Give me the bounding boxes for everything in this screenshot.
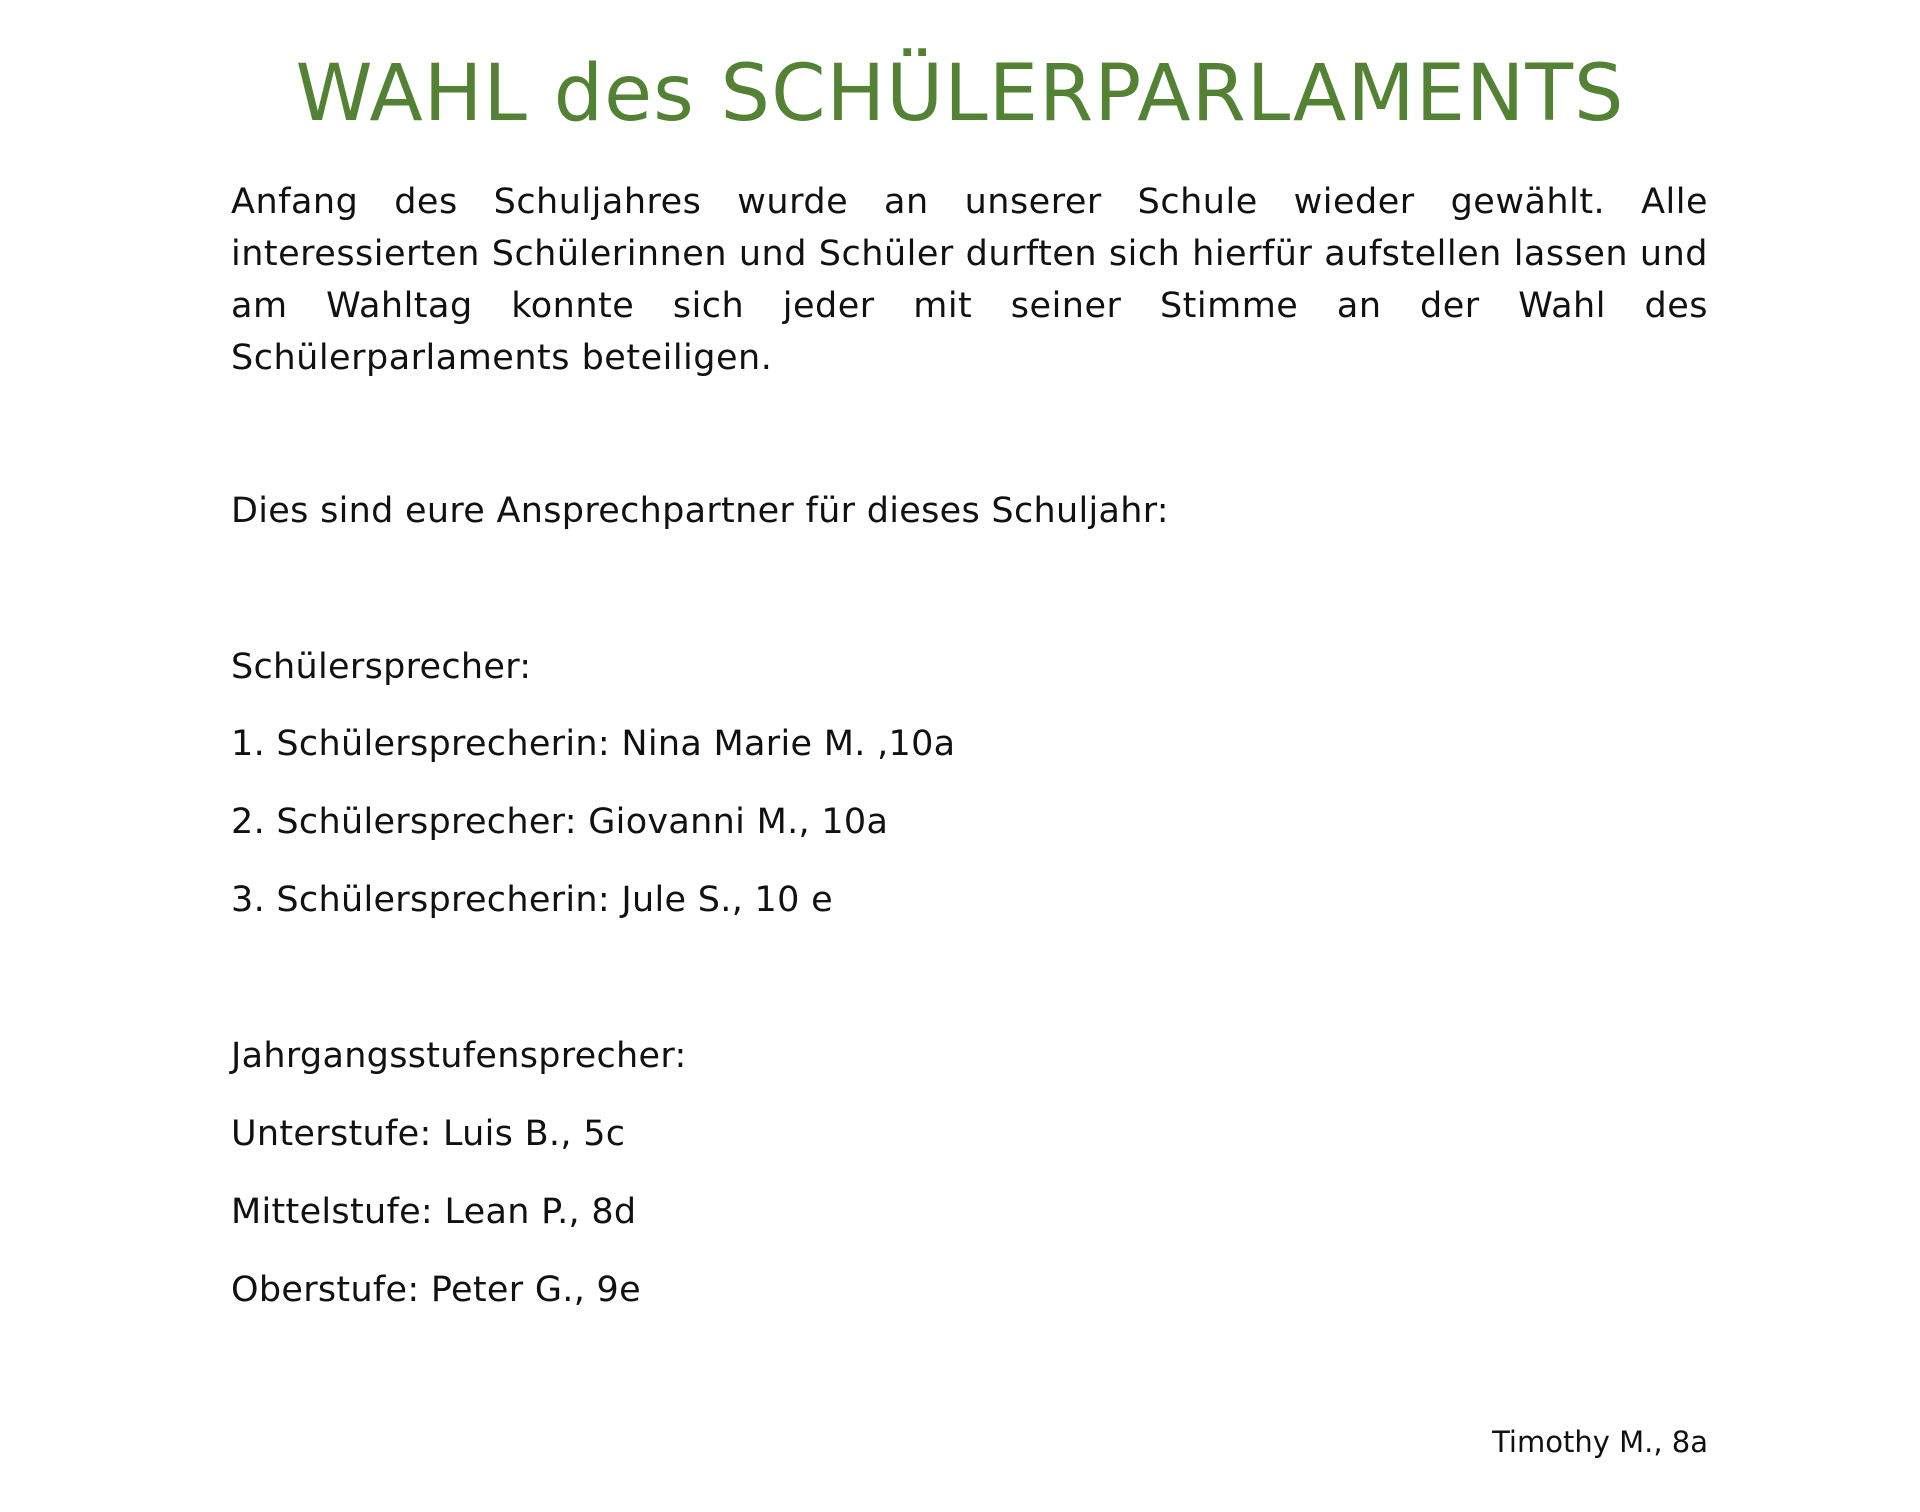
contacts-intro: Dies sind eure Ansprechpartner für dieses Schuljahr:: [231, 491, 1169, 531]
grade-speaker-item-3: Oberstufe: Peter G., 9e: [231, 1270, 641, 1310]
grade-speakers-heading: Jahrgangsstufensprecher:: [231, 1036, 687, 1076]
speaker-item-1: 1. Schülersprecherin: Nina Marie M. ,10a: [231, 724, 956, 764]
page-title: WAHL des SCHÜLERPARLAMENTS: [295, 49, 1625, 139]
speakers-heading: Schülersprecher:: [231, 647, 532, 687]
document-page: [231, 0, 1708, 1512]
grade-speaker-item-2: Mittelstufe: Lean P., 8d: [231, 1192, 637, 1232]
speaker-item-2: 2. Schülersprecher: Giovanni M., 10a: [231, 802, 889, 842]
speaker-item-3: 3. Schülersprecherin: Jule S., 10 e: [231, 880, 833, 920]
grade-speaker-item-1: Unterstufe: Luis B., 5c: [231, 1114, 626, 1154]
intro-paragraph: Anfang des Schuljahres wurde an unserer Schule wieder gewählt. Alle interessierten Schülerinnen und Schüler durften sich hierfür aufstellen lassen und am Wahltag konnte sich jeder mit seiner Stimme an der Wahl des Schülerparlaments beteiligen.: [231, 182, 1708, 378]
author-signature: Timothy M., 8a: [1492, 1425, 1708, 1459]
